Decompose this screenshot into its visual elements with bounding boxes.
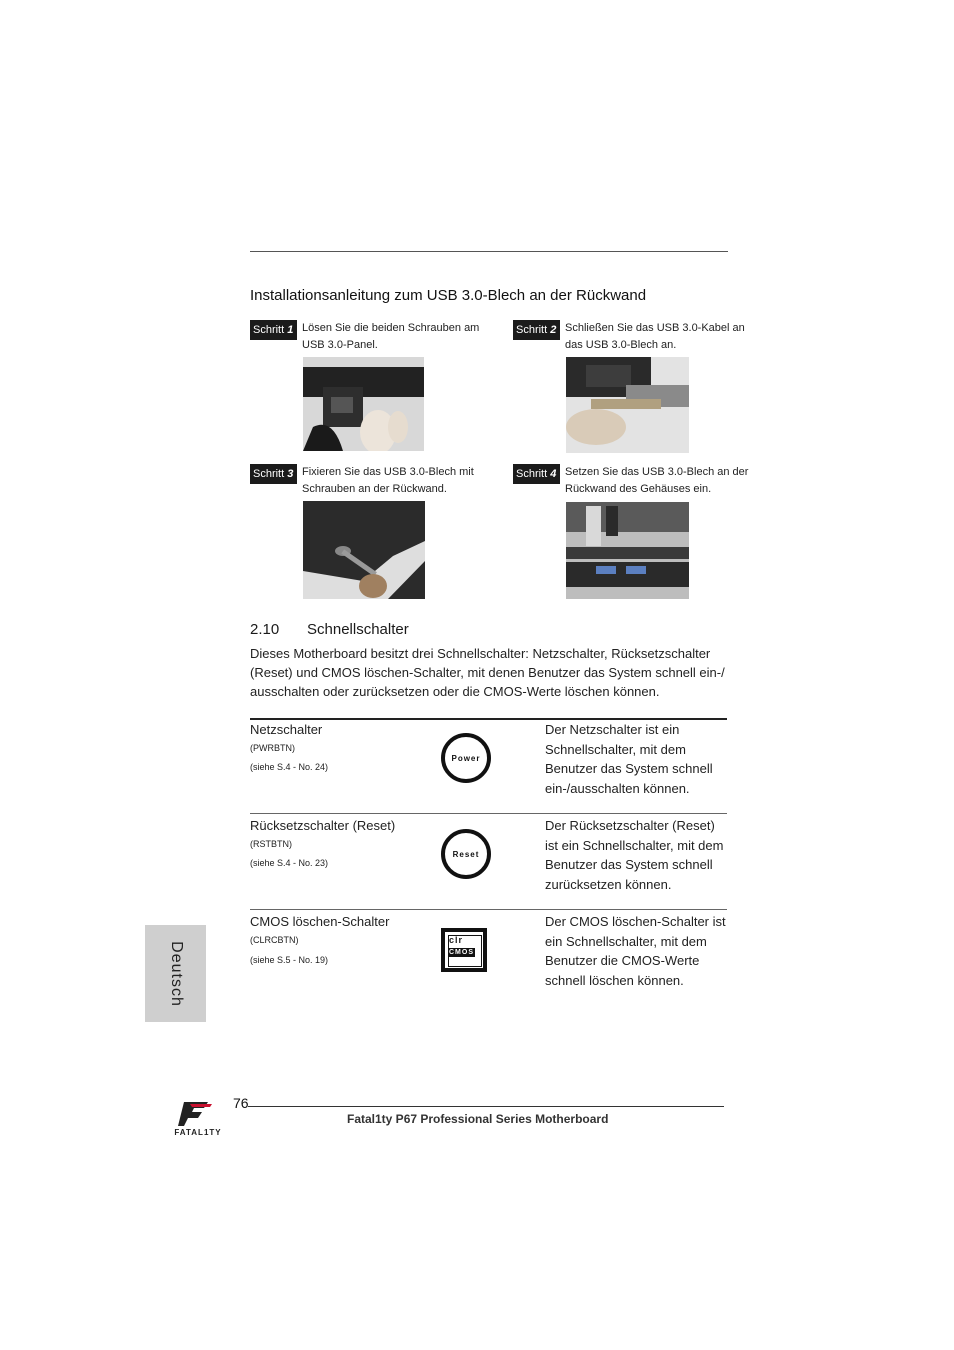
- step-3-photo: [303, 501, 425, 599]
- side-tab-label: Deutsch: [167, 940, 185, 1007]
- switch-description: Der CMOS löschen-Schalter ist ein Schnellschalter, mit dem Benutzer die CMOS-Werte schnell löschen können.: [545, 914, 726, 988]
- table-row-divider: [250, 909, 727, 910]
- logo-icon: [168, 1100, 228, 1128]
- step-number: 2: [550, 324, 557, 336]
- top-rule: [250, 251, 728, 252]
- reset-button-icon: [441, 829, 491, 879]
- fatal1ty-logo: [168, 1100, 228, 1142]
- power-button-label: Power: [451, 753, 481, 763]
- switch-description: Der Netzschalter ist ein Schnellschalter, mit dem Benutzer das System schnell ein-/ausschalten können.: [545, 722, 713, 796]
- step-label: Schritt: [253, 324, 285, 336]
- switch-code: (RSTBTN): [250, 839, 292, 849]
- switch-ref: (siehe S.5 - No. 19): [250, 955, 329, 965]
- step-text-3: Fixieren Sie das USB 3.0-Blech mit Schrauben an der Rückwand.: [302, 466, 474, 495]
- footer-title: Fatal1ty P67 Professional Series Motherboard: [347, 1112, 609, 1126]
- step-label: Schritt: [516, 468, 548, 480]
- switch-name: Netzschalter: [250, 722, 323, 737]
- switch-code: (CLRCBTN): [250, 935, 299, 945]
- page-number: 76: [233, 1095, 249, 1111]
- intro-paragraph: Dieses Motherboard besitzt drei Schnellschalter: Netzschalter, Rücksetzschalter (Reset) und CMOS löschen-Schalter, mit denen Benutzer das System schnell ein-/ ausschalten oder zurücksetzen oder die CMOS-Werte löschen können.: [250, 646, 725, 699]
- switch-name: Rücksetzschalter (Reset): [250, 818, 396, 833]
- switch-name: CMOS löschen-Schalter: [250, 914, 390, 929]
- switch-code: (PWRBTN): [250, 743, 295, 753]
- table-row-divider: [250, 813, 727, 814]
- language-side-tab: [145, 925, 206, 1022]
- step-badge-4: [513, 464, 560, 484]
- footer-rule: [248, 1106, 724, 1107]
- clear-cmos-button-icon: [441, 928, 487, 972]
- subsection-heading: [250, 621, 409, 638]
- step-badge-1: [250, 320, 297, 340]
- step-2-photo: [566, 357, 689, 453]
- step-number: 4: [550, 468, 557, 480]
- reset-button-label: Reset: [452, 849, 480, 859]
- step-4-photo: [566, 502, 689, 599]
- step-text-4: Setzen Sie das USB 3.0-Blech an der Rückwand des Gehäuses ein.: [565, 466, 749, 495]
- step-number: 1: [287, 324, 294, 336]
- switch-ref: (siehe S.4 - No. 23): [250, 858, 329, 868]
- switch-ref: (siehe S.4 - No. 24): [250, 762, 329, 772]
- step-1-photo: [303, 357, 424, 451]
- step-label: Schritt: [516, 324, 548, 336]
- step-badge-3: [250, 464, 297, 484]
- step-number: 3: [287, 468, 294, 480]
- cmos-label: CMOS: [449, 949, 474, 956]
- subsection-number: 2.10: [250, 621, 280, 638]
- step-label: Schritt: [253, 468, 285, 480]
- cmos-clr-label: clr: [449, 935, 464, 945]
- logo-text: FATAL1TY: [174, 1128, 222, 1137]
- switch-description: Der Rücksetzschalter (Reset) ist ein Schnellschalter, mit dem Benutzer das System schnell zurücksetzen können.: [545, 818, 724, 892]
- step-text-1: Lösen Sie die beiden Schrauben am USB 3.0-Panel.: [302, 322, 480, 351]
- power-button-icon: [441, 733, 491, 783]
- subsection-title: Schnellschalter: [307, 621, 409, 638]
- step-badge-2: [513, 320, 560, 340]
- step-text-2: Schließen Sie das USB 3.0-Kabel an das USB 3.0-Blech an.: [565, 322, 745, 351]
- section-heading: Installationsanleitung zum USB 3.0-Blech an der Rückwand: [250, 287, 647, 304]
